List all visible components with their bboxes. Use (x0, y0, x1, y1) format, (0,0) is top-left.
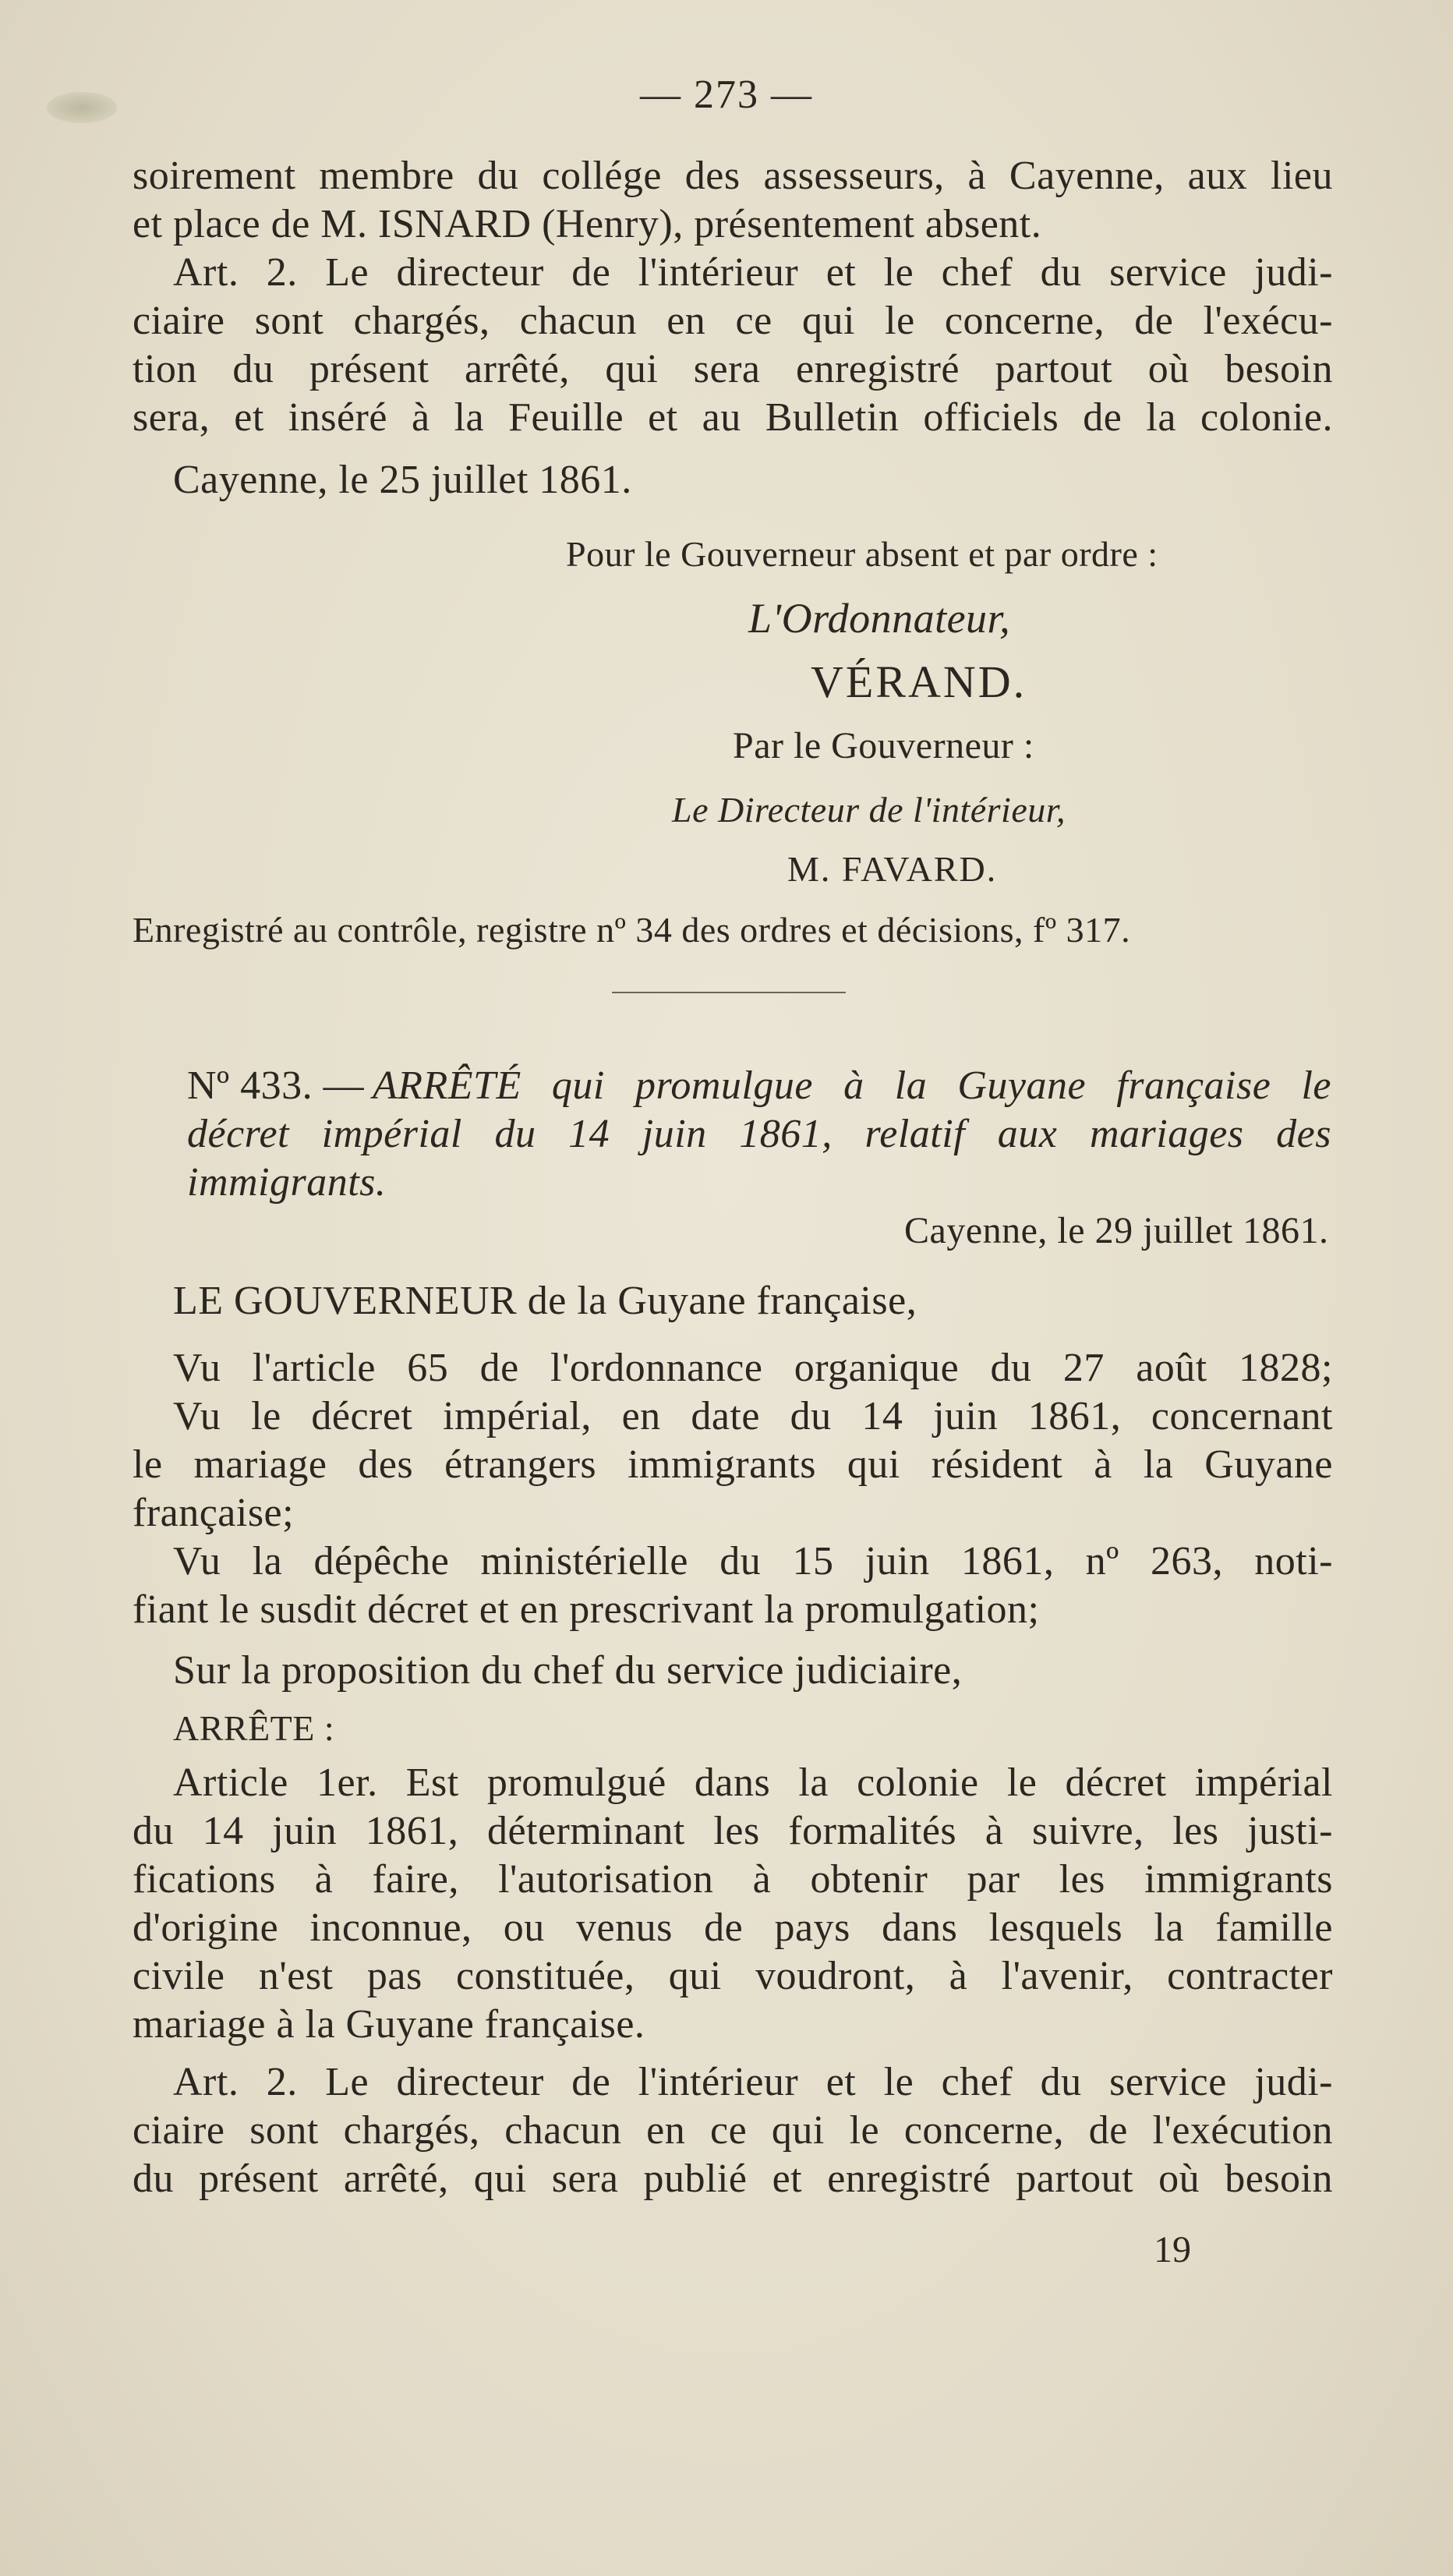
consideration-line: fiant le susdit décret et en prescrivant la promulgation; (133, 1587, 1040, 1632)
act-heading-line: ARRÊTÉ qui promulgue à la Guyane française le (373, 1063, 1331, 1108)
article-1-line: d'origine inconnue, ou venus de pays dans lesquels la famille (133, 1905, 1333, 1950)
text-line: sera, et inséré à la Feuille et au Bulletin officiels de la colonie. (133, 395, 1333, 440)
act-place-date: Cayenne, le 29 juillet 1861. (904, 1210, 1329, 1251)
article-1-line: du 14 juin 1861, déterminant les formalités à suivre, les justi- (133, 1809, 1333, 1853)
text-line: soirement membre du collége des assesseurs, à Cayenne, aux lieu (133, 154, 1333, 198)
registration-note: Enregistré au contrôle, registre nº 34 des ordres et décisions, fº 317. (133, 910, 1131, 950)
consideration-line: le mariage des étrangers immigrants qui résident à la Guyane (133, 1442, 1333, 1487)
act-heading-line: décret impérial du 14 juin 1861, relatif aux mariages des (187, 1112, 1331, 1156)
text-line: et place de M. ISNARD (Henry), présentement absent. (133, 202, 1042, 246)
signature-title-directeur: Le Directeur de l'intérieur, (672, 790, 1066, 830)
signature-name-verand: VÉRAND. (811, 656, 1027, 707)
consideration-line: Sur la proposition du chef du service judiciaire, (173, 1648, 963, 1693)
article-2-line: du présent arrêté, qui sera publié et enregistré partout où besoin (133, 2157, 1333, 2201)
text-line: Art. 2. Le directeur de l'intérieur et le chef du service judi- (173, 250, 1333, 295)
article-1-line: fications à faire, l'autorisation à obtenir par les immigrants (133, 1857, 1333, 1902)
folio-signature: 19 (1154, 2229, 1191, 2270)
consideration-line: Vu le décret impérial, en date du 14 juin 1861, concernant (173, 1394, 1333, 1438)
article-1-line: Article 1er. Est promulgué dans la colonie le décret impérial (173, 1760, 1333, 1805)
text-line: ciaire sont chargés, chacun en ce qui le concerne, de l'exécu- (133, 299, 1333, 343)
act-date: Cayenne, le 25 juillet 1861. (173, 458, 632, 502)
consideration-line: française; (133, 1491, 295, 1535)
act-heading-line: immigrants. (187, 1160, 387, 1205)
signature-for-governor: Pour le Gouverneur absent et par ordre : (566, 534, 1158, 574)
text-line: tion du présent arrêté, qui sera enregistré partout où besoin (133, 347, 1333, 391)
act-number: Nº 433. — (187, 1063, 365, 1108)
article-2-line: Art. 2. Le directeur de l'intérieur et le chef du service judi- (173, 2060, 1333, 2104)
consideration-line: Vu l'article 65 de l'ordonnance organique du 27 août 1828; (173, 1346, 1333, 1390)
section-divider (612, 992, 846, 993)
signature-name-favard: M. FAVARD. (787, 849, 998, 889)
governor-line: LE GOUVERNEUR de la Guyane française, (173, 1279, 917, 1323)
page-number: — 273 — (640, 73, 813, 117)
signature-title-ordonnateur: L'Ordonnateur, (748, 595, 1011, 642)
article-2-line: ciaire sont chargés, chacun en ce qui le concerne, de l'exécution (133, 2108, 1333, 2153)
arrete-label: ARRÊTE : (173, 1708, 335, 1748)
consideration-line: Vu la dépêche ministérielle du 15 juin 1861, nº 263, noti- (173, 1539, 1333, 1583)
signature-by-governor: Par le Gouverneur : (733, 725, 1034, 766)
article-1-line: civile n'est pas constituée, qui voudront, à l'avenir, contracter (133, 1954, 1333, 1998)
article-1-line: mariage à la Guyane française. (133, 2002, 645, 2047)
